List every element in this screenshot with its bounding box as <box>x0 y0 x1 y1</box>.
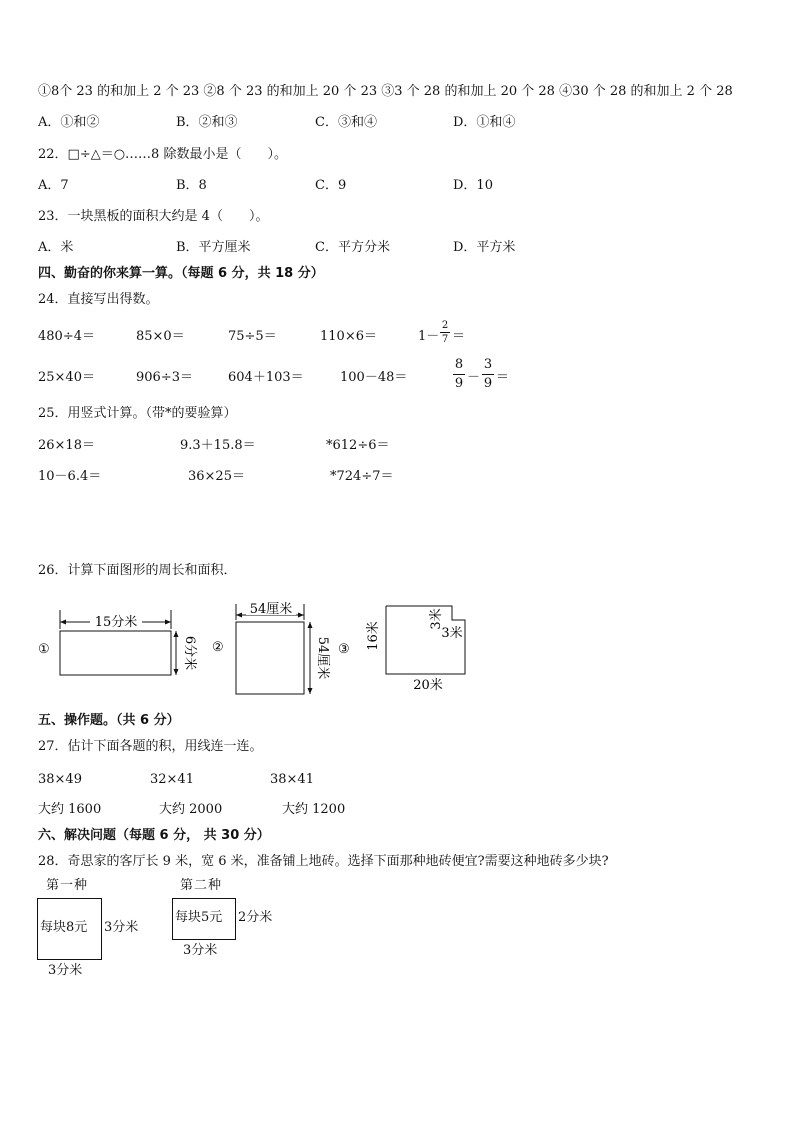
q24-r1-c3: 75÷5＝ <box>228 329 277 344</box>
section-5-title: 五、操作题。（共 6 分） <box>38 713 180 728</box>
fig2-height-label: 54厘米 <box>315 636 330 680</box>
q24-r2-frac1-num: 8 <box>454 357 464 372</box>
section-4-title: 四、勤奋的你来算一算。（每题 6 分，共 18 分） <box>38 266 324 281</box>
q24-r1-frac-den: 7 <box>441 334 449 345</box>
fig2-square <box>236 622 304 694</box>
fig3-notch-width-label: 3米 <box>441 626 463 641</box>
tile2-bottom-label: 3分米 <box>183 943 218 958</box>
section-6-title: 六、解决问题（每题 6 分， 共 30 分） <box>38 828 270 843</box>
q24-r2-frac2-den: 9 <box>483 376 493 391</box>
q25-r2-c2: 36×25＝ <box>188 469 245 484</box>
tile1-price: 每块8元 <box>40 920 88 935</box>
q24-r2-frac1-den: 9 <box>454 376 464 391</box>
q21-choice-d: D．①和④ <box>453 115 516 130</box>
q24-r2-frac-suffix: ＝ <box>496 370 510 385</box>
tile1-side-label: 3分米 <box>104 920 139 935</box>
fig3-notch-height-label: 3米 <box>429 608 444 630</box>
q24-r2-fraction-1 <box>453 357 465 392</box>
q24-r2-fraction-2 <box>482 357 494 392</box>
q24-r1-c2: 85×0＝ <box>136 329 185 344</box>
q25-stem: 25．用竖式计算。（带*的要验算） <box>38 406 237 421</box>
q24-r1-c4: 110×6＝ <box>320 329 377 344</box>
q24-r2-c3: 604＋103＝ <box>228 370 304 385</box>
q27-expr-1: 38×49 <box>38 772 82 787</box>
q21-choice-b: B．②和③ <box>176 115 238 130</box>
q27-expr-2: 32×41 <box>150 772 194 787</box>
q24-r1-fraction <box>440 320 450 345</box>
q22-stem: 22．□÷△＝○……8 除数最小是（ ）。 <box>38 147 287 162</box>
q22-choice-d: D．10 <box>453 178 493 193</box>
q24-r1-frac-suffix: ＝ <box>452 329 466 344</box>
fig1-width-label: 15分米 <box>94 615 138 630</box>
q25-r2-c1: 10－6.4＝ <box>38 469 102 484</box>
q24-r1-c1: 480÷4＝ <box>38 329 95 344</box>
q21-choice-c: C．③和④ <box>315 115 377 130</box>
q27-expr-3: 38×41 <box>270 772 314 787</box>
q28-stem: 28．奇思家的客厅长 9 米，宽 6 米，准备铺上地砖。选择下面那种地砖便宜?需要这种地砖多少块? <box>38 854 609 869</box>
q27-answer-1: 大约 1600 <box>38 802 102 817</box>
q23-choice-a: A．米 <box>38 240 74 255</box>
q24-r2-c4: 100－48＝ <box>340 370 408 385</box>
fig3-bottom-label: 20米 <box>413 678 443 693</box>
q24-r2-c1: 25×40＝ <box>38 370 95 385</box>
tile2-price: 每块5元 <box>175 910 223 925</box>
q26-figures <box>0 596 793 716</box>
tile2-title: 第二种 <box>180 878 223 893</box>
q23-choice-b: B．平方厘米 <box>176 240 251 255</box>
tile2-side-label: 2分米 <box>238 910 273 925</box>
q24-stem: 24．直接写出得数。 <box>38 292 159 307</box>
q24-r2-frac-op: － <box>467 370 481 385</box>
q23-stem: 23．一块黑板的面积大约是 4（ ）。 <box>38 209 269 224</box>
q21-choice-a: A．①和② <box>38 115 100 130</box>
q22-choice-a: A．7 <box>38 178 69 193</box>
fig2-width-label: 54厘米 <box>249 602 293 617</box>
tile1-title: 第一种 <box>46 878 89 893</box>
q27-answer-2: 大约 2000 <box>159 802 223 817</box>
fig1-height-label: 6分米 <box>182 635 197 671</box>
q23-choice-d: D．平方米 <box>453 240 516 255</box>
q24-r2-frac2-num: 3 <box>483 357 493 372</box>
q23-choice-c: C．平方分米 <box>315 240 390 255</box>
q22-choice-b: B．8 <box>176 178 207 193</box>
tile1-bottom-label: 3分米 <box>48 963 83 978</box>
fig3-left-label: 16米 <box>366 621 381 651</box>
fig1-rectangle <box>60 631 171 675</box>
q24-r2-c2: 906÷3＝ <box>136 370 193 385</box>
q26-stem: 26．计算下面图形的周长和面积． <box>38 563 237 578</box>
q25-r2-c3: *724÷7＝ <box>330 469 394 484</box>
fig3-marker: ③ <box>338 642 350 657</box>
q21-options-line: ①8个 23 的和加上 2 个 23 ②8 个 23 的和加上 20 个 23 ③3 个 28 的和加上 20 个 28 ④30 个 28 的和加上 2 个 28 <box>38 84 733 99</box>
q27-answer-3: 大约 1200 <box>282 802 346 817</box>
q25-r1-c1: 26×18＝ <box>38 438 95 453</box>
q24-r1-frac-num: 2 <box>441 320 449 331</box>
q24-r1-frac-prefix: 1－ <box>418 329 440 344</box>
q25-r1-c2: 9.3＋15.8＝ <box>180 438 256 453</box>
fig2-marker: ② <box>212 640 224 655</box>
fig1-marker: ① <box>38 642 50 657</box>
q27-stem: 27．估计下面各题的积，用线连一连。 <box>38 739 263 754</box>
q25-r1-c3: *612÷6＝ <box>326 438 390 453</box>
q22-choice-c: C．9 <box>315 178 347 193</box>
